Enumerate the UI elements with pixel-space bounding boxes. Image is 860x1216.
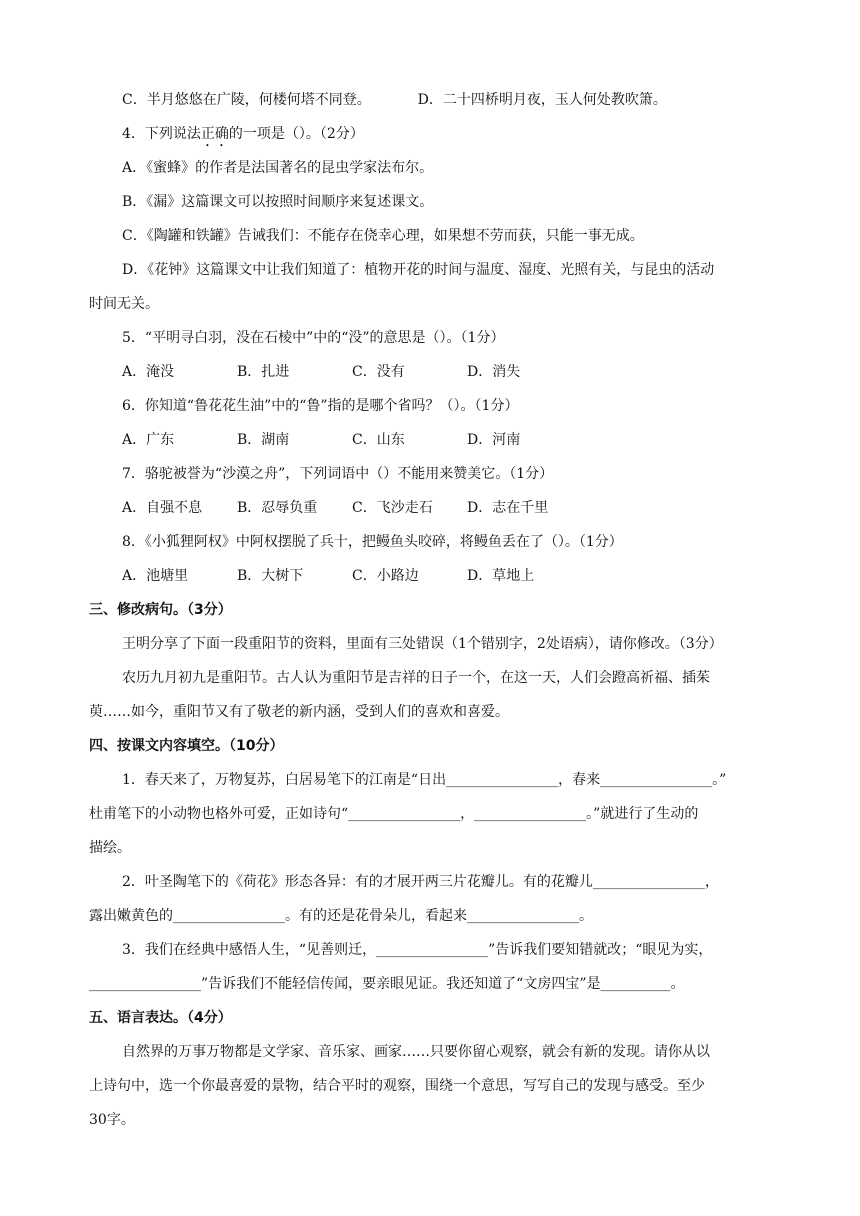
q5-option-c: C．没有 xyxy=(352,364,405,380)
section-3-heading: 三、修改病句。（3分） xyxy=(89,602,232,618)
q4-stem xyxy=(122,124,364,150)
section-4-q1-line1: 1．春天来了，万物复苏，白居易笔下的江南是“日出________________，春来________________。” xyxy=(122,772,727,788)
q4-option-b: B．《漏》这篇课文可以按照时间顺序来复述课文。 xyxy=(122,194,434,210)
q4-option-d-line1: D．《花钟》这篇课文中让我们知道了：植物开花的时间与温度、湿度、光照有关，与昆虫的活动 xyxy=(122,262,715,278)
q6-stem: 6．你知道“鲁花花生油”中的“鲁”指的是哪个省吗？（）。（1分） xyxy=(122,398,519,414)
q4-option-d-line2: 时间无关。 xyxy=(89,296,159,312)
q4-stem-emphasis: 正确 xyxy=(200,126,229,142)
q7-options-row xyxy=(122,498,548,518)
q6-option-c: C．山东 xyxy=(352,432,405,448)
q8-option-d: D．草地上 xyxy=(467,568,535,584)
q7-option-b: B．忍辱负重 xyxy=(237,500,318,516)
q7-option-d: D．志在千里 xyxy=(467,500,549,516)
section-4-q2-line2: 露出嫩黄色的________________。有的还是花骨朵儿，看起来________________。 xyxy=(89,908,593,924)
q5-options-row xyxy=(122,362,520,382)
q8-option-c: C．小路边 xyxy=(352,568,419,584)
q3-option-d: D．二十四桥明月夜，玉人何处教吹箫。 xyxy=(417,92,667,108)
q5-option-b: B．扎进 xyxy=(237,364,290,380)
q6-options-row xyxy=(122,430,520,450)
q8-stem: 8．《小狐狸阿权》中阿权摆脱了兵十，把鳗鱼头咬碎，将鳗鱼丢在了（）。（1分） xyxy=(122,534,623,550)
q8-options-row xyxy=(122,566,534,586)
section-4-q1-line3: 描绘。 xyxy=(89,840,131,856)
q8-option-a: A．池塘里 xyxy=(122,568,189,584)
q8-option-b: B．大树下 xyxy=(237,568,304,584)
section-5-prompt-line3: 30字。 xyxy=(89,1112,135,1128)
section-3-passage-line1: 农历九月初九是重阳节。古人认为重阳节是吉祥的日子一个，在这一天，人们会蹬高祈福、插茱 xyxy=(122,670,710,686)
section-5-prompt-line1: 自然界的万事万物都是文学家、音乐家、画家……只要你留心观察，就会有新的发现。请你从以 xyxy=(122,1044,710,1060)
q4-option-a: A．《蜜蜂》的作者是法国著名的昆虫学家法布尔。 xyxy=(122,160,434,176)
section-4-q3-line1: 3．我们在经典中感悟人生，“见善则迁，________________”告诉我们要知错就改；“眼见为实， xyxy=(122,942,713,958)
q3-option-c: C．半月悠悠在广陵，何楼何塔不同登。 xyxy=(122,92,371,108)
section-5-prompt-line2: 上诗句中，选一个你最喜爱的景物，结合平时的观察，围绕一个意思，写写自己的发现与感受。至少 xyxy=(89,1078,705,1094)
q7-stem: 7．骆驼被誉为“沙漠之舟”，下列词语中（）不能用来赞美它。（1分） xyxy=(122,466,554,482)
q6-option-a: A．广东 xyxy=(122,432,175,448)
q4-stem-part2: 的一项是（）。（2分） xyxy=(228,126,364,142)
section-3-instruction: 王明分享了下面一段重阳节的资料，里面有三处错误（1个错别字，2处语病），请你修改。（3分） xyxy=(122,636,723,652)
section-5-heading: 五、语言表达。（4分） xyxy=(89,1010,232,1026)
q3-options-row xyxy=(122,90,667,110)
q4-stem-part1: 4．下列说法 xyxy=(122,126,201,142)
q5-stem: 5．“平明寻白羽，没在石棱中”中的“没”的意思是（）。（1分） xyxy=(122,330,505,346)
q6-option-d: D．河南 xyxy=(467,432,521,448)
q7-option-c: C．飞沙走石 xyxy=(352,500,433,516)
q6-option-b: B．湖南 xyxy=(237,432,290,448)
section-3-passage-line2: 萸……如今，重阳节又有了敬老的新内涵，受到人们的喜欢和喜爱。 xyxy=(89,704,509,720)
section-4-heading: 四、按课文内容填空。（10分） xyxy=(89,738,284,754)
q5-option-d: D．消失 xyxy=(467,364,521,380)
section-4-q2-line1: 2．叶圣陶笔下的《荷花》形态各异：有的才展开两三片花瓣儿。有的花瓣儿________________， xyxy=(122,874,719,890)
q7-option-a: A．自强不息 xyxy=(122,500,203,516)
section-4-q1-line2: 杜甫笔下的小动物也格外可爱，正如诗句“________________，________________。”就进行了生动的 xyxy=(89,806,699,822)
q5-option-a: A．淹没 xyxy=(122,364,175,380)
q4-option-c: C．《陶罐和铁罐》告诫我们：不能存在侥幸心理，如果想不劳而获，只能一事无成。 xyxy=(122,228,644,244)
section-4-q3-line2: ________________”告诉我们不能轻信传闻，要亲眼见证。我还知道了“文房四宝”是__________。 xyxy=(89,976,685,992)
